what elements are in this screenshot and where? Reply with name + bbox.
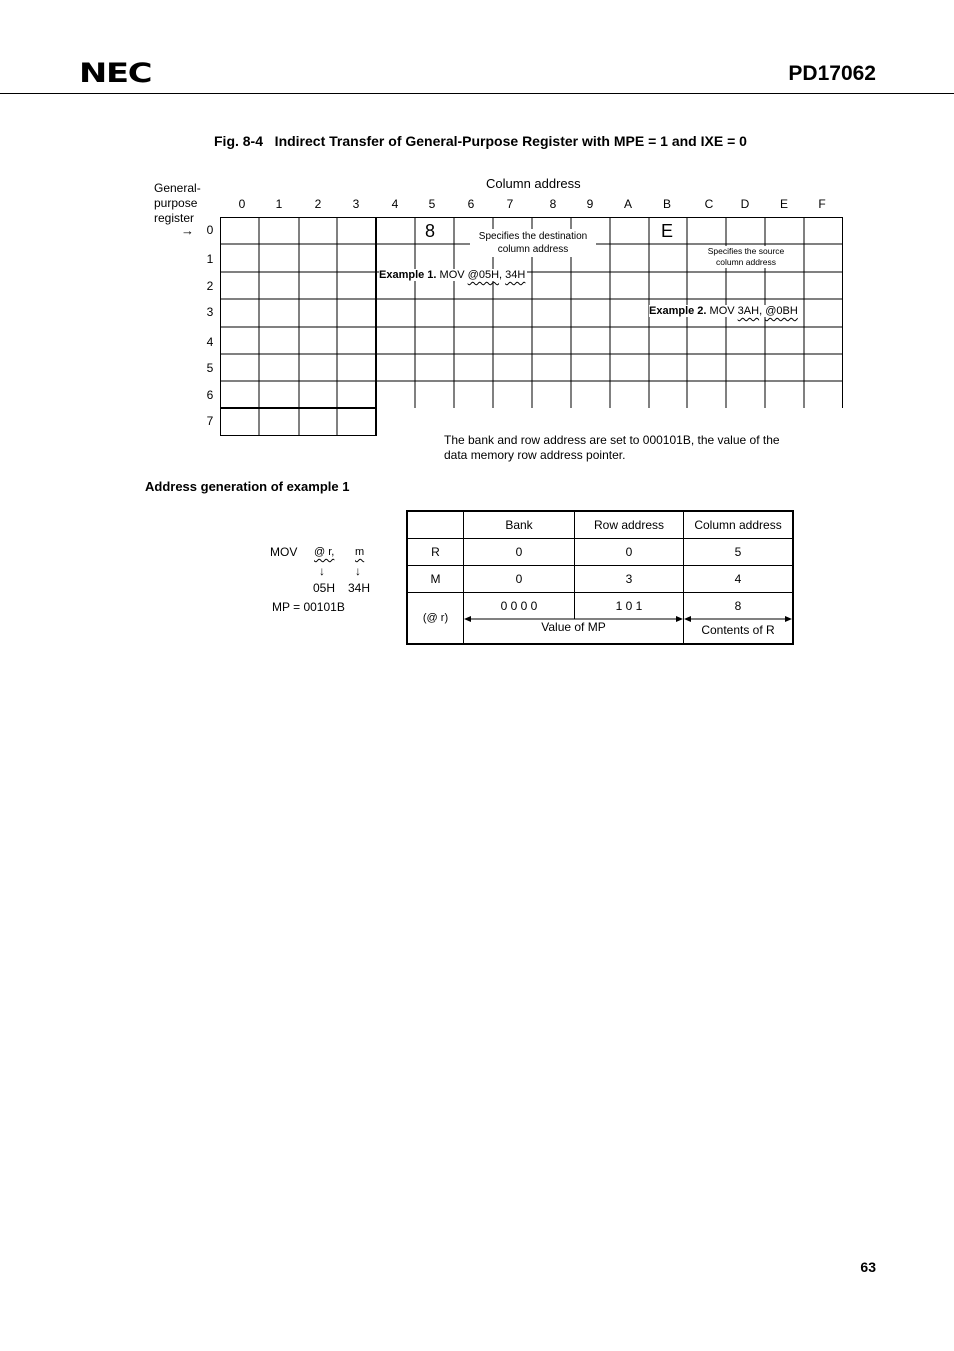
- example-2-label: Example 2.: [649, 305, 707, 317]
- example-1-comma: ,: [499, 269, 503, 281]
- row-label-m: M: [407, 565, 464, 592]
- address-table-header-row: [407, 511, 793, 538]
- cell-m-bank: 0: [464, 565, 575, 592]
- column-header: A: [623, 197, 632, 211]
- example-2-mov: MOV: [709, 305, 735, 317]
- table-row: [407, 592, 793, 644]
- cell-value-8: 8: [425, 221, 436, 241]
- figure-title: Fig. 8-4 Indirect Transfer of General-Purpose Register with MPE = 1 and IXE = 0: [214, 133, 747, 149]
- register-label: [154, 181, 201, 226]
- header-cell-bank: Bank: [464, 511, 575, 538]
- mp-value: MP = 00101B: [272, 600, 345, 614]
- header-cell-empty: [407, 511, 464, 538]
- operand-m-text: m: [355, 546, 365, 558]
- source-note-line1: Specifies the source: [707, 246, 785, 256]
- column-header: 5: [428, 197, 436, 211]
- cell-at-r-column: 8: [734, 598, 742, 613]
- column-address-label: Column address: [486, 176, 581, 191]
- column-header: 7: [506, 197, 514, 211]
- cell-at-r-bank: 0 0 0 0: [464, 593, 575, 619]
- destination-note-line2: column address: [497, 244, 569, 255]
- destination-note: [470, 229, 596, 257]
- cell-at-r-row: 1 0 1: [615, 598, 643, 613]
- column-header: D: [740, 197, 750, 211]
- column-header: 6: [467, 197, 475, 211]
- cell-m-column: 4: [684, 565, 794, 592]
- mov-mnemonic: MOV: [270, 545, 298, 559]
- destination-note-line1: Specifies the destination: [478, 231, 588, 242]
- column-header: 9: [586, 197, 594, 211]
- column-header: 3: [352, 197, 360, 211]
- column-header: 0: [238, 197, 246, 211]
- row-header: 7: [206, 414, 214, 428]
- mp-span-cell: [464, 592, 684, 644]
- row-label-at-r: (@ r): [407, 592, 464, 644]
- cell-m-row: 3: [575, 565, 684, 592]
- header-cell-row-address: Row address: [575, 511, 684, 538]
- address-generation-heading: Address generation of example 1: [145, 479, 350, 494]
- column-header: 8: [549, 197, 557, 211]
- example-1: [379, 269, 527, 281]
- example-1-operand2: 34H: [505, 269, 526, 281]
- value-r: 05H: [313, 581, 336, 595]
- column-header: E: [779, 197, 788, 211]
- example-1-mov: MOV: [439, 269, 465, 281]
- row-header: 6: [206, 388, 214, 402]
- row-header: 0: [206, 223, 214, 237]
- row-header: 5: [206, 361, 214, 375]
- register-label-line2: purpose: [154, 196, 198, 210]
- table-row: [407, 538, 793, 565]
- column-header: F: [818, 197, 826, 211]
- arrow-right-icon: →: [181, 223, 194, 238]
- row-label-r: R: [407, 538, 464, 565]
- contents-of-r-cell: [684, 592, 794, 644]
- page-number: 63: [860, 1259, 876, 1275]
- footnote-line1: The bank and row address are set to 000101B, the value of the: [444, 433, 780, 447]
- down-arrow-icon: ↓: [355, 564, 361, 578]
- row-header: 1: [206, 252, 214, 266]
- example-2: [649, 305, 800, 317]
- cell-r-row: 0: [575, 538, 684, 565]
- header-rule: [0, 93, 954, 94]
- row-header: 3: [206, 305, 214, 319]
- cell-r-bank: 0: [464, 538, 575, 565]
- register-label-line3: register: [154, 211, 195, 225]
- operand-m: [355, 546, 364, 558]
- column-header: 4: [391, 197, 399, 211]
- cell-value-e: E: [661, 221, 674, 241]
- cell-r-column: 5: [684, 538, 794, 565]
- example-2-comma: ,: [759, 305, 763, 317]
- column-header: 2: [314, 197, 322, 211]
- value-m: 34H: [348, 581, 371, 595]
- address-table: [406, 510, 794, 645]
- example-2-operand2: @0BH: [765, 305, 798, 317]
- table-row: [407, 565, 793, 592]
- register-label-line1: General-: [154, 181, 201, 195]
- value-of-mp-label: Value of MP: [541, 619, 606, 634]
- row-header: 4: [206, 335, 214, 349]
- down-arrow-icon: ↓: [319, 564, 325, 578]
- source-note: [700, 246, 792, 268]
- nec-logo: NEC: [79, 58, 152, 89]
- header-cell-column-address: Column address: [684, 511, 794, 538]
- source-note-line2: column address: [715, 257, 776, 267]
- column-header: B: [662, 197, 671, 211]
- row-header: 2: [206, 279, 214, 293]
- example-2-operand1: 3AH: [737, 305, 760, 317]
- figure-footnote: [444, 433, 780, 463]
- contents-of-r-label: Contents of R: [701, 622, 775, 637]
- operand-r: [314, 546, 334, 558]
- part-number: PD17062: [788, 62, 876, 85]
- example-1-operand1: @05H: [467, 269, 500, 281]
- column-header: 1: [275, 197, 283, 211]
- operand-r-text: @ r,: [314, 546, 335, 558]
- example-1-label: Example 1.: [379, 269, 437, 281]
- column-header: C: [704, 197, 714, 211]
- footnote-line2: data memory row address pointer.: [444, 448, 626, 462]
